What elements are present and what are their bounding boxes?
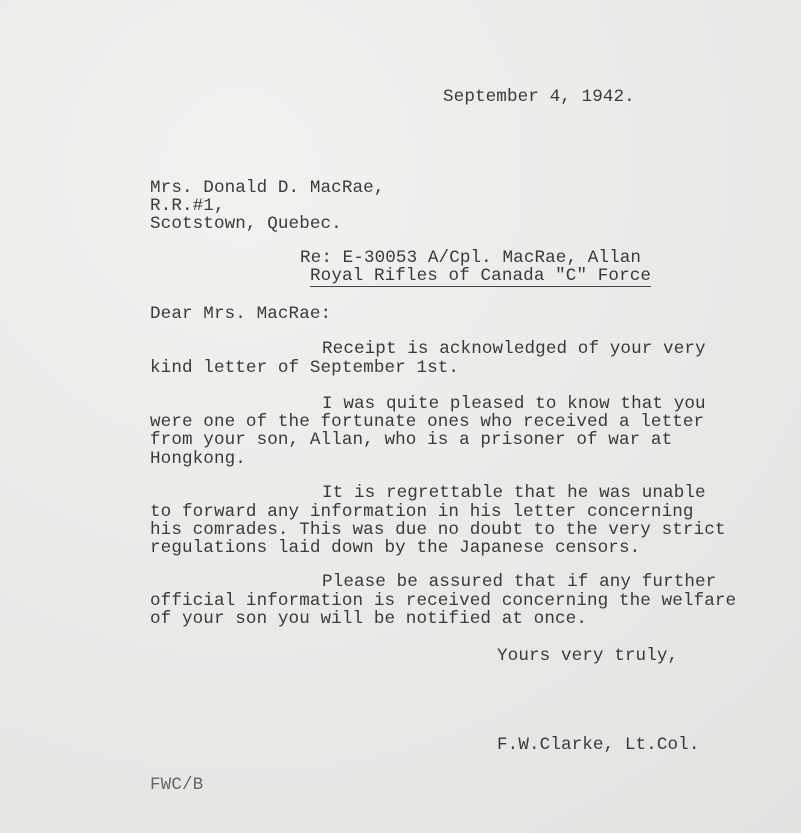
paragraph-line: from your son, Allan, who is a prisoner of war at xyxy=(150,430,673,450)
paragraph-line: his comrades. This was due no doubt to the very strict xyxy=(150,520,726,540)
paragraph-line: Please be assured that if any further xyxy=(322,572,717,592)
salutation: Dear Mrs. MacRae: xyxy=(150,304,332,324)
paragraph-line: regulations laid down by the Japanese censors. xyxy=(150,538,641,558)
paragraph-line: It is regrettable that he was unable xyxy=(322,483,706,503)
paragraph-line: were one of the fortunate ones who received a letter xyxy=(150,412,705,432)
paragraph-line: official information is received concerning the welfare xyxy=(150,591,737,611)
reference-line-underlined: Royal Rifles of Canada "C" Force xyxy=(310,266,652,286)
address-line: Scotstown, Quebec. xyxy=(150,214,342,234)
paragraph-line: to forward any information in his letter concerning xyxy=(150,502,694,522)
closing: Yours very truly, xyxy=(497,646,679,666)
paragraph-line: Hongkong. xyxy=(150,449,246,469)
signature: F.W.Clarke, Lt.Col. xyxy=(497,735,700,755)
address-line: Mrs. Donald D. MacRae, xyxy=(150,178,385,198)
paragraph-line: Receipt is acknowledged of your very xyxy=(322,339,706,359)
letter-date: September 4, 1942. xyxy=(443,87,635,107)
paragraph-line: kind letter of September 1st. xyxy=(150,358,460,378)
reference-line: Re: E-30053 A/Cpl. MacRae, Allan xyxy=(300,248,642,268)
address-line: R.R.#1, xyxy=(150,196,225,216)
paragraph-line: of your son you will be notified at once. xyxy=(150,609,587,629)
paragraph-line: I was quite pleased to know that you xyxy=(322,394,706,414)
typist-initials: FWC/B xyxy=(150,775,204,795)
